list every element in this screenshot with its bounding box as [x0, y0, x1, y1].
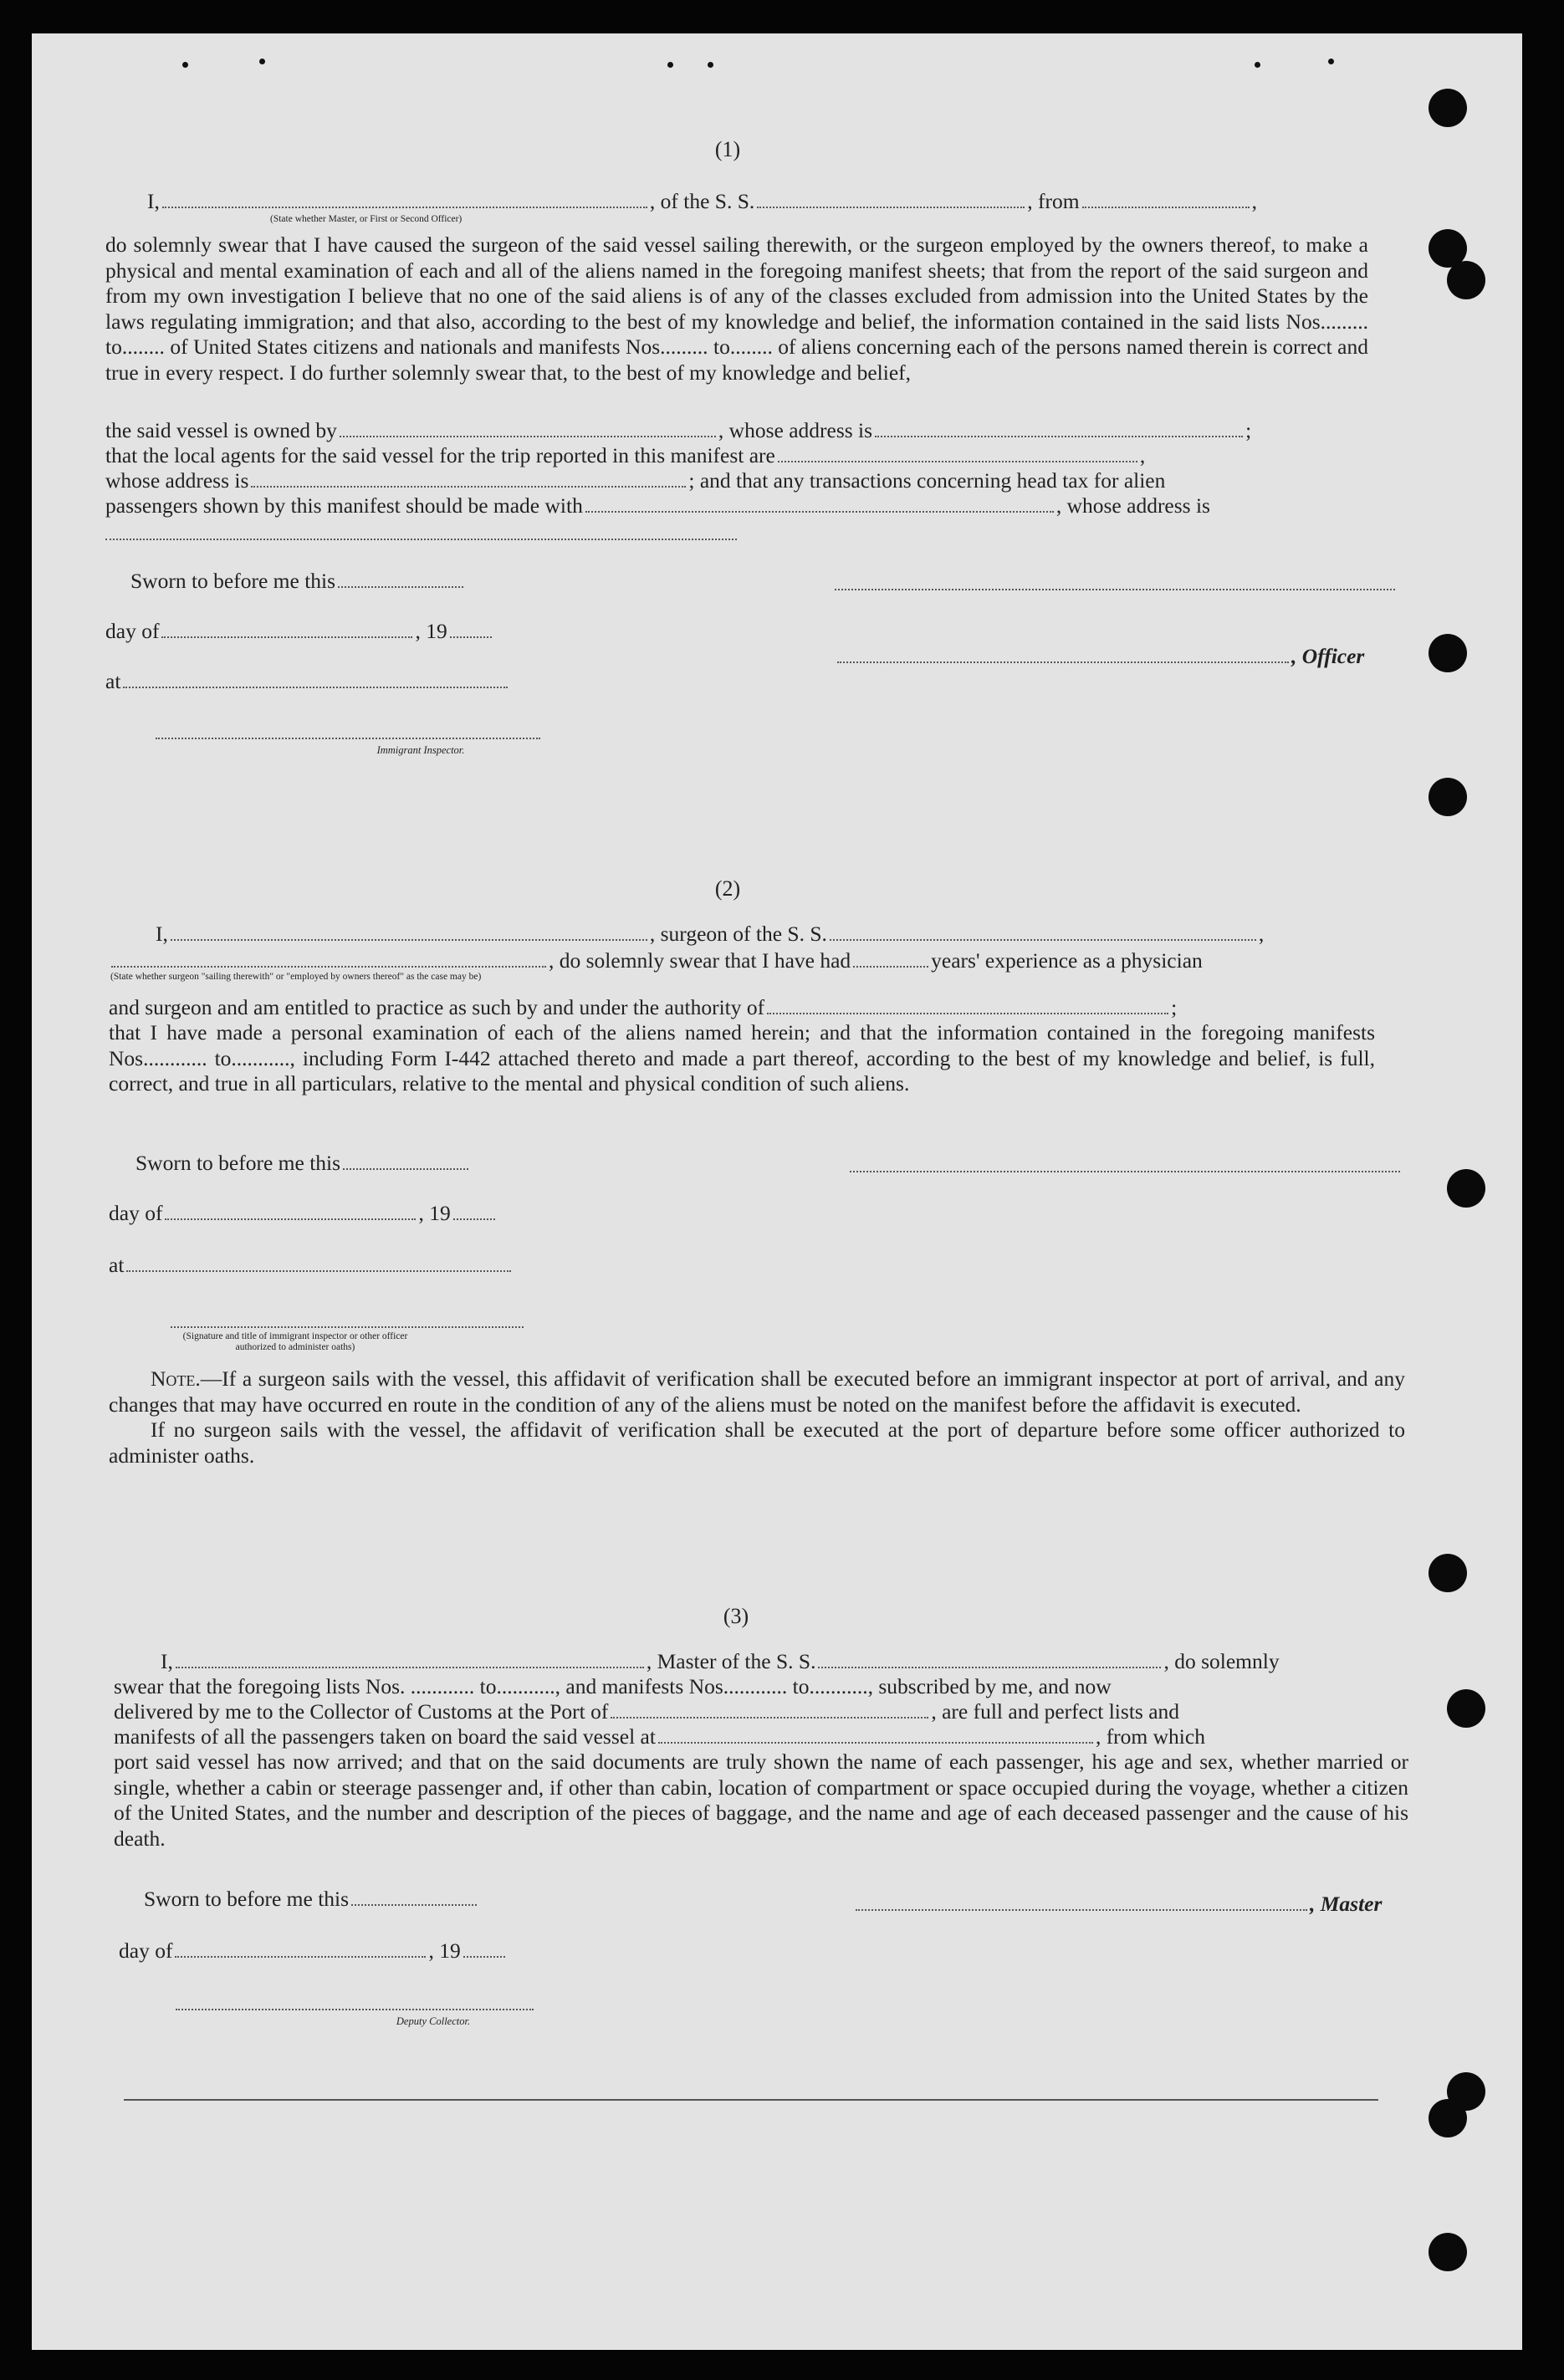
section-1-agents-line — [105, 443, 1145, 468]
deputy-collector-caption: Deputy Collector. — [396, 2015, 471, 2027]
officer-signature-line-1[interactable] — [835, 589, 1395, 590]
section-1-of-ss-label: , of the S. S. — [649, 189, 755, 213]
section-2-authority-line — [109, 995, 1177, 1020]
section-3-line-2: swear that the foregoing lists Nos. ............ to..........., and manifests Nos............ to..........., subscribed by me, and now — [114, 1674, 1112, 1698]
punch-hole — [1447, 1169, 1485, 1208]
section-2-line-2 — [109, 948, 1203, 973]
head-tax-contact-field[interactable] — [585, 511, 1054, 513]
vessel-name-field[interactable] — [757, 207, 1025, 208]
section-1-owned-line — [105, 418, 1251, 443]
section-2-line-1 — [156, 922, 1264, 947]
punch-hole — [1429, 634, 1467, 672]
section-1-body: do solemnly swear that I have caused the surgeon of the said vessel sailing therewith, or the surgeon employed by the owners thereof, to make a physical and mental examination of each and all of the aliens named in the foregoing manifest sheets; that from the report of the said surgeon and from my own investigation I believe that no one of the said aliens is of any of the classes excluded from admission into the United States by the laws regulating immigration; and that also, according to the best of my knowledge and belief, the information contained in the said lists Nos......... to........ of United States citizens and nationals and manifests Nos......... to........ of aliens concerning each of the persons named therein is correct and true in every respect. I do further solemnly swear that, to the best of my knowledge and belief, — [105, 232, 1368, 385]
year-field-3[interactable] — [463, 1956, 505, 1958]
section-2-i-label: I, — [156, 922, 168, 946]
bottom-rule — [124, 2099, 1378, 2101]
master-of-ss-label: , Master of the S. S. — [646, 1649, 816, 1673]
passengers-text: passengers shown by this manifest should be made with — [105, 493, 583, 518]
owner-line-end: ; — [1245, 418, 1252, 442]
day-of-label-3: day of — [119, 1938, 173, 1963]
note-block — [109, 1366, 1405, 1468]
do-solemnly-label: , do solemnly — [1163, 1649, 1280, 1673]
year-field[interactable] — [450, 636, 492, 638]
day-of-label: day of — [105, 619, 160, 643]
head-tax-text: ; and that any transactions concerning head tax for alien — [688, 468, 1166, 493]
surgeon-signature-field[interactable] — [850, 1171, 1400, 1172]
section-3-body: port said vessel has now arrived; and that on the said documents are truly shown the name of each passenger, his age and sex, whether married or single, whether a cabin or steerage passenger and, if other than cabin, location of compartment or space occupied during the voyage, whether a citizen of the United States, and the number and description of the pieces of baggage, and the name and age of each deceased passenger and the cause of his death. — [114, 1749, 1408, 1851]
agent-address-field[interactable] — [251, 486, 686, 488]
swear-years-label: , do solemnly swear that I have had — [549, 948, 851, 973]
section-1-i-label: I, — [147, 189, 160, 213]
from-port-field[interactable] — [1082, 207, 1250, 208]
year-field-2[interactable] — [453, 1218, 495, 1220]
years-experience-field[interactable] — [853, 966, 928, 968]
speck — [259, 59, 265, 64]
speck — [182, 62, 188, 68]
authority-line-end: ; — [1171, 995, 1178, 1019]
officer-signature-row — [835, 644, 1364, 669]
agent-address-label: whose address is — [105, 468, 249, 493]
speck — [667, 62, 673, 68]
sworn-day-field-2[interactable] — [343, 1168, 468, 1170]
boarding-port-field[interactable] — [658, 1742, 1093, 1744]
section-3-line-4 — [114, 1724, 1205, 1749]
master-vessel-field[interactable] — [818, 1667, 1161, 1668]
immigrant-inspector-caption: Immigrant Inspector. — [376, 744, 465, 756]
section-1-line-1 — [147, 189, 1257, 214]
section-2-line-1-end: , — [1258, 922, 1265, 946]
collector-port-label: delivered by me to the Collector of Customs at the Port of — [114, 1699, 609, 1724]
officer-name-field[interactable] — [162, 207, 647, 208]
section-1-sworn-line — [130, 569, 466, 594]
master-label: , Master — [1310, 1892, 1383, 1916]
section-1-passengers-line — [105, 493, 1210, 518]
punch-hole — [1429, 778, 1467, 816]
sworn-label: Sworn to before me this — [130, 569, 336, 593]
note-text: —If a surgeon sails with the vessel, this affidavit of verification shall be executed before an immigrant inspector at port of arrival, and any changes that may have occurred en route in the condition of any of the aliens must be noted on the manifest before the affidavit is executed. — [109, 1366, 1405, 1417]
punch-hole — [1429, 2233, 1467, 2271]
note-text-2: If no surgeon sails with the vessel, the affidavit of verification shall be executed at the port of departure before some officer authorized to administer oaths. — [109, 1417, 1405, 1468]
officer-label: , Officer — [1291, 644, 1365, 668]
local-agents-field[interactable] — [778, 461, 1137, 462]
section-1-agent-address-line — [105, 468, 1165, 493]
section-1-number: (1) — [714, 137, 741, 161]
authorized-officer-signature-field[interactable] — [171, 1326, 524, 1328]
master-name-field[interactable] — [176, 1667, 644, 1668]
section-3-sworn-line — [144, 1887, 479, 1912]
section-3-line-3 — [114, 1699, 1179, 1724]
owner-field[interactable] — [340, 436, 716, 437]
punch-hole — [1447, 261, 1485, 299]
port-field[interactable] — [611, 1717, 928, 1719]
contact-address-label: , whose address is — [1055, 493, 1210, 518]
section-2-day-line — [109, 1201, 498, 1226]
owner-address-label: , whose address is — [718, 418, 873, 442]
authority-label: and surgeon and am entitled to practice as such by and under the authority of — [109, 995, 765, 1019]
manifest-affidavit-page — [32, 33, 1522, 2350]
speck — [1255, 62, 1260, 68]
surgeon-status-field[interactable] — [111, 966, 546, 968]
sworn-day-field[interactable] — [338, 586, 463, 588]
section-2-body: that I have made a personal examination of each of the aliens named herein; and that the information contained in the foregoing manifests Nos............ to..........., including Form I-442 attached thereto and made a part thereof, according to the best of my knowledge and belief, is full, correct, and true in all particulars, relative to the mental and physical condition of such aliens. — [109, 1020, 1375, 1096]
owner-address-field[interactable] — [875, 436, 1243, 437]
master-signature-row — [853, 1892, 1382, 1917]
authority-field[interactable] — [767, 1013, 1168, 1014]
section-2-at-line — [109, 1253, 514, 1278]
surgeon-vessel-field[interactable] — [830, 939, 1256, 941]
section-3-number: (3) — [723, 1604, 749, 1628]
month-field-2[interactable] — [165, 1218, 416, 1220]
day-of-label-2: day of — [109, 1201, 163, 1225]
punch-hole — [1447, 1689, 1485, 1728]
local-agents-label: that the local agents for the said vessel for the trip reported in this manifest are — [105, 443, 775, 467]
section-3-i-label: I, — [161, 1649, 173, 1673]
punch-hole — [1429, 2099, 1467, 2137]
officer-rank-caption: (State whether Master, or First or Second Officer) — [270, 214, 463, 224]
section-3-line-1 — [161, 1649, 1280, 1674]
section-1-at-line — [105, 669, 510, 694]
speck — [708, 62, 713, 68]
sworn-label-2: Sworn to before me this — [135, 1151, 341, 1175]
year-label-2: , 19 — [418, 1201, 451, 1225]
note-label: Note. — [151, 1366, 201, 1391]
perfect-lists-label: , are full and perfect lists and — [931, 1699, 1180, 1724]
month-field-3[interactable] — [175, 1956, 426, 1958]
at-label: at — [105, 669, 121, 693]
agents-line-end: , — [1139, 443, 1146, 467]
section-1-from-label: , from — [1027, 189, 1080, 213]
surgeon-of-ss-label: , surgeon of the S. S. — [649, 922, 827, 946]
year-label: , 19 — [415, 619, 447, 643]
master-signature-field[interactable] — [856, 1909, 1307, 1911]
inspector-signature-field[interactable] — [156, 738, 540, 739]
at-place-field-2[interactable] — [126, 1270, 511, 1272]
surgeon-name-field[interactable] — [171, 939, 647, 941]
year-label-3: , 19 — [428, 1938, 461, 1963]
section-2-sworn-line — [135, 1151, 471, 1176]
punch-hole — [1429, 1554, 1467, 1592]
section-1-day-line — [105, 619, 494, 644]
sworn-day-field-3[interactable] — [351, 1904, 477, 1906]
speck — [1328, 59, 1334, 64]
authorized-officer-caption: (Signature and title of immigrant inspector or other officer authorized to administer oaths) — [182, 1331, 408, 1352]
from-which-label: , from which — [1095, 1724, 1205, 1749]
officer-signature-field[interactable] — [837, 661, 1289, 663]
owned-by-label: the said vessel is owned by — [105, 418, 337, 442]
section-2-number: (2) — [714, 876, 741, 901]
years-physician-label: years' experience as a physician — [931, 948, 1203, 973]
sworn-label-3: Sworn to before me this — [144, 1887, 350, 1911]
deputy-collector-signature-field[interactable] — [176, 2009, 534, 2010]
punch-hole — [1429, 89, 1467, 127]
at-place-field[interactable] — [123, 687, 508, 688]
section-3-day-line — [119, 1938, 508, 1964]
contact-address-field[interactable] — [105, 539, 737, 540]
taken-on-board-label: manifests of all the passengers taken on board the said vessel at — [114, 1724, 656, 1749]
at-label-2: at — [109, 1253, 125, 1277]
month-field[interactable] — [161, 636, 412, 638]
surgeon-status-caption: (State whether surgeon "sailing therewith" or "employed by owners thereof" as the case may be) — [110, 972, 482, 982]
section-1-line-1-end: , — [1251, 189, 1257, 213]
